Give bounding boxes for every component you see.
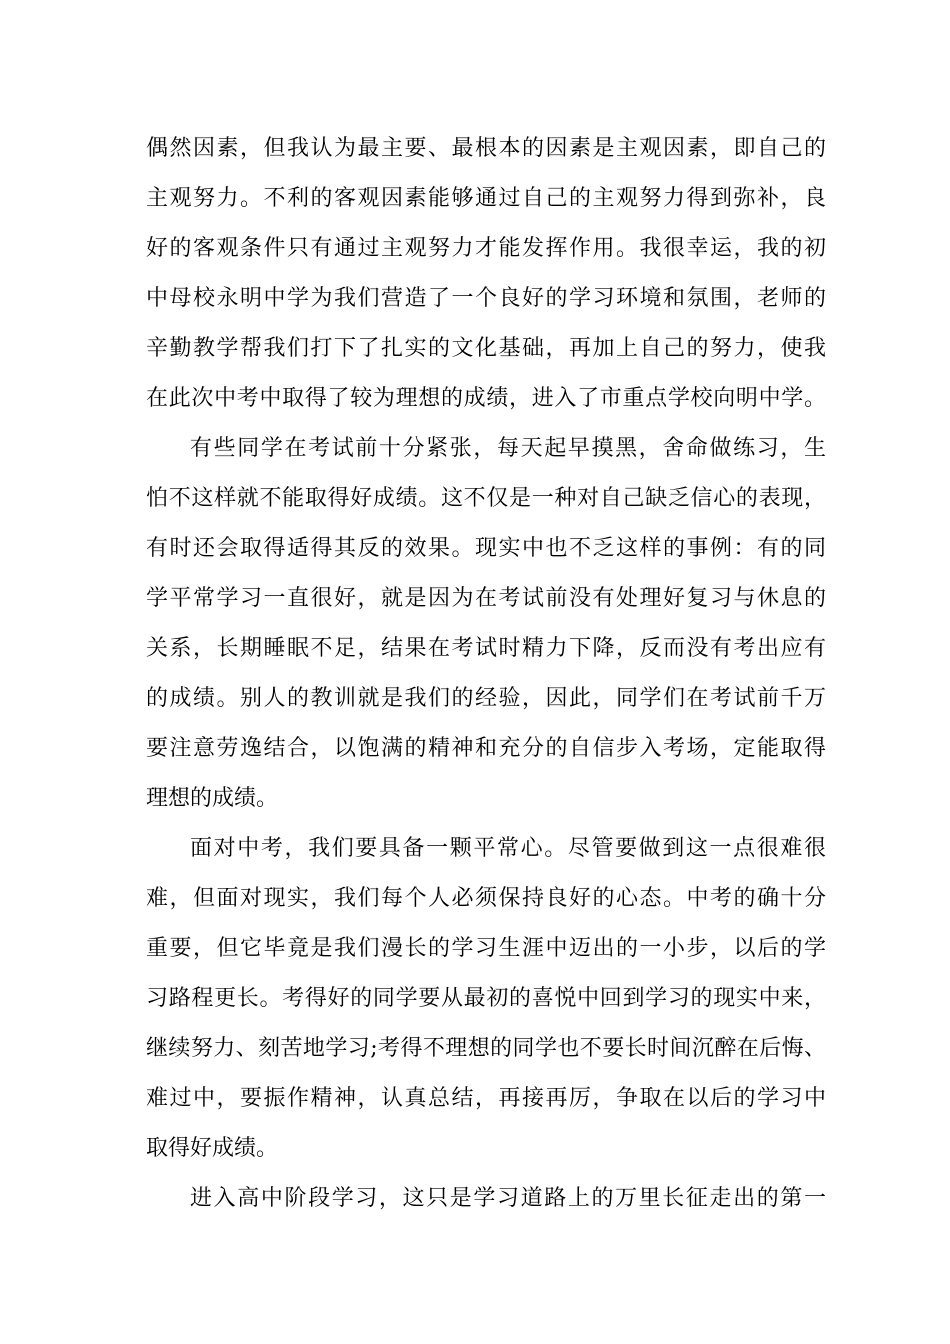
paragraph-4 [146, 1174, 826, 1224]
text-line: 辛勤教学帮我们打下了扎实的文化基础，再加上自己的努力，使我 [146, 336, 826, 361]
text-line: 好的客观条件只有通过主观努力才能发挥作用。我很幸运，我的初 [146, 236, 826, 261]
text-line: 在此次中考中取得了较为理想的成绩，进入了市重点学校向明中学。 [146, 386, 826, 411]
text-line: 有些同学在考试前十分紧张，每天起早摸黑，舍命做练习，生 [190, 436, 826, 461]
text-line: 面对中考，我们要具备一颗平常心。尽管要做到这一点很难很 [190, 836, 826, 861]
text-line: 要注意劳逸结合，以饱满的精神和充分的自信步入考场，定能取得 [146, 736, 826, 761]
document-body [146, 124, 826, 1224]
text-line: 主观努力。不利的客观因素能够通过自己的主观努力得到弥补，良 [146, 186, 826, 211]
text-line: 难，但面对现实，我们每个人必须保持良好的心态。中考的确十分 [146, 886, 826, 911]
text-line: 有时还会取得适得其反的效果。现实中也不乏这样的事例：有的同 [146, 536, 826, 561]
text-line: 重要，但它毕竟是我们漫长的学习生涯中迈出的一小步，以后的学 [146, 936, 826, 961]
text-line: 取得好成绩。 [146, 1136, 279, 1161]
text-line: 中母校永明中学为我们营造了一个良好的学习环境和氛围，老师的 [146, 286, 826, 311]
paragraph-3 [146, 824, 826, 1174]
text-line: 关系，长期睡眠不足，结果在考试时精力下降，反而没有考出应有 [146, 636, 826, 661]
text-line: 的成绩。别人的教训就是我们的经验，因此，同学们在考试前千万 [146, 686, 826, 711]
text-line: 理想的成绩。 [146, 786, 279, 811]
text-line: 怕不这样就不能取得好成绩。这不仅是一种对自己缺乏信心的表现， [146, 486, 826, 511]
paragraph-2 [146, 424, 826, 824]
text-line: 偶然因素，但我认为最主要、最根本的因素是主观因素，即自己的 [146, 136, 826, 161]
text-line: 习路程更长。考得好的同学要从最初的喜悦中回到学习的现实中来， [146, 986, 826, 1011]
text-line: 难过中，要振作精神，认真总结，再接再厉，争取在以后的学习中 [146, 1086, 826, 1111]
text-line: 进入高中阶段学习，这只是学习道路上的万里长征走出的第一 [190, 1186, 826, 1211]
paragraph-1 [146, 124, 826, 424]
text-line: 继续努力、刻苦地学习;考得不理想的同学也不要长时间沉醉在后悔、 [146, 1036, 826, 1061]
text-line: 学平常学习一直很好，就是因为在考试前没有处理好复习与休息的 [146, 586, 826, 611]
